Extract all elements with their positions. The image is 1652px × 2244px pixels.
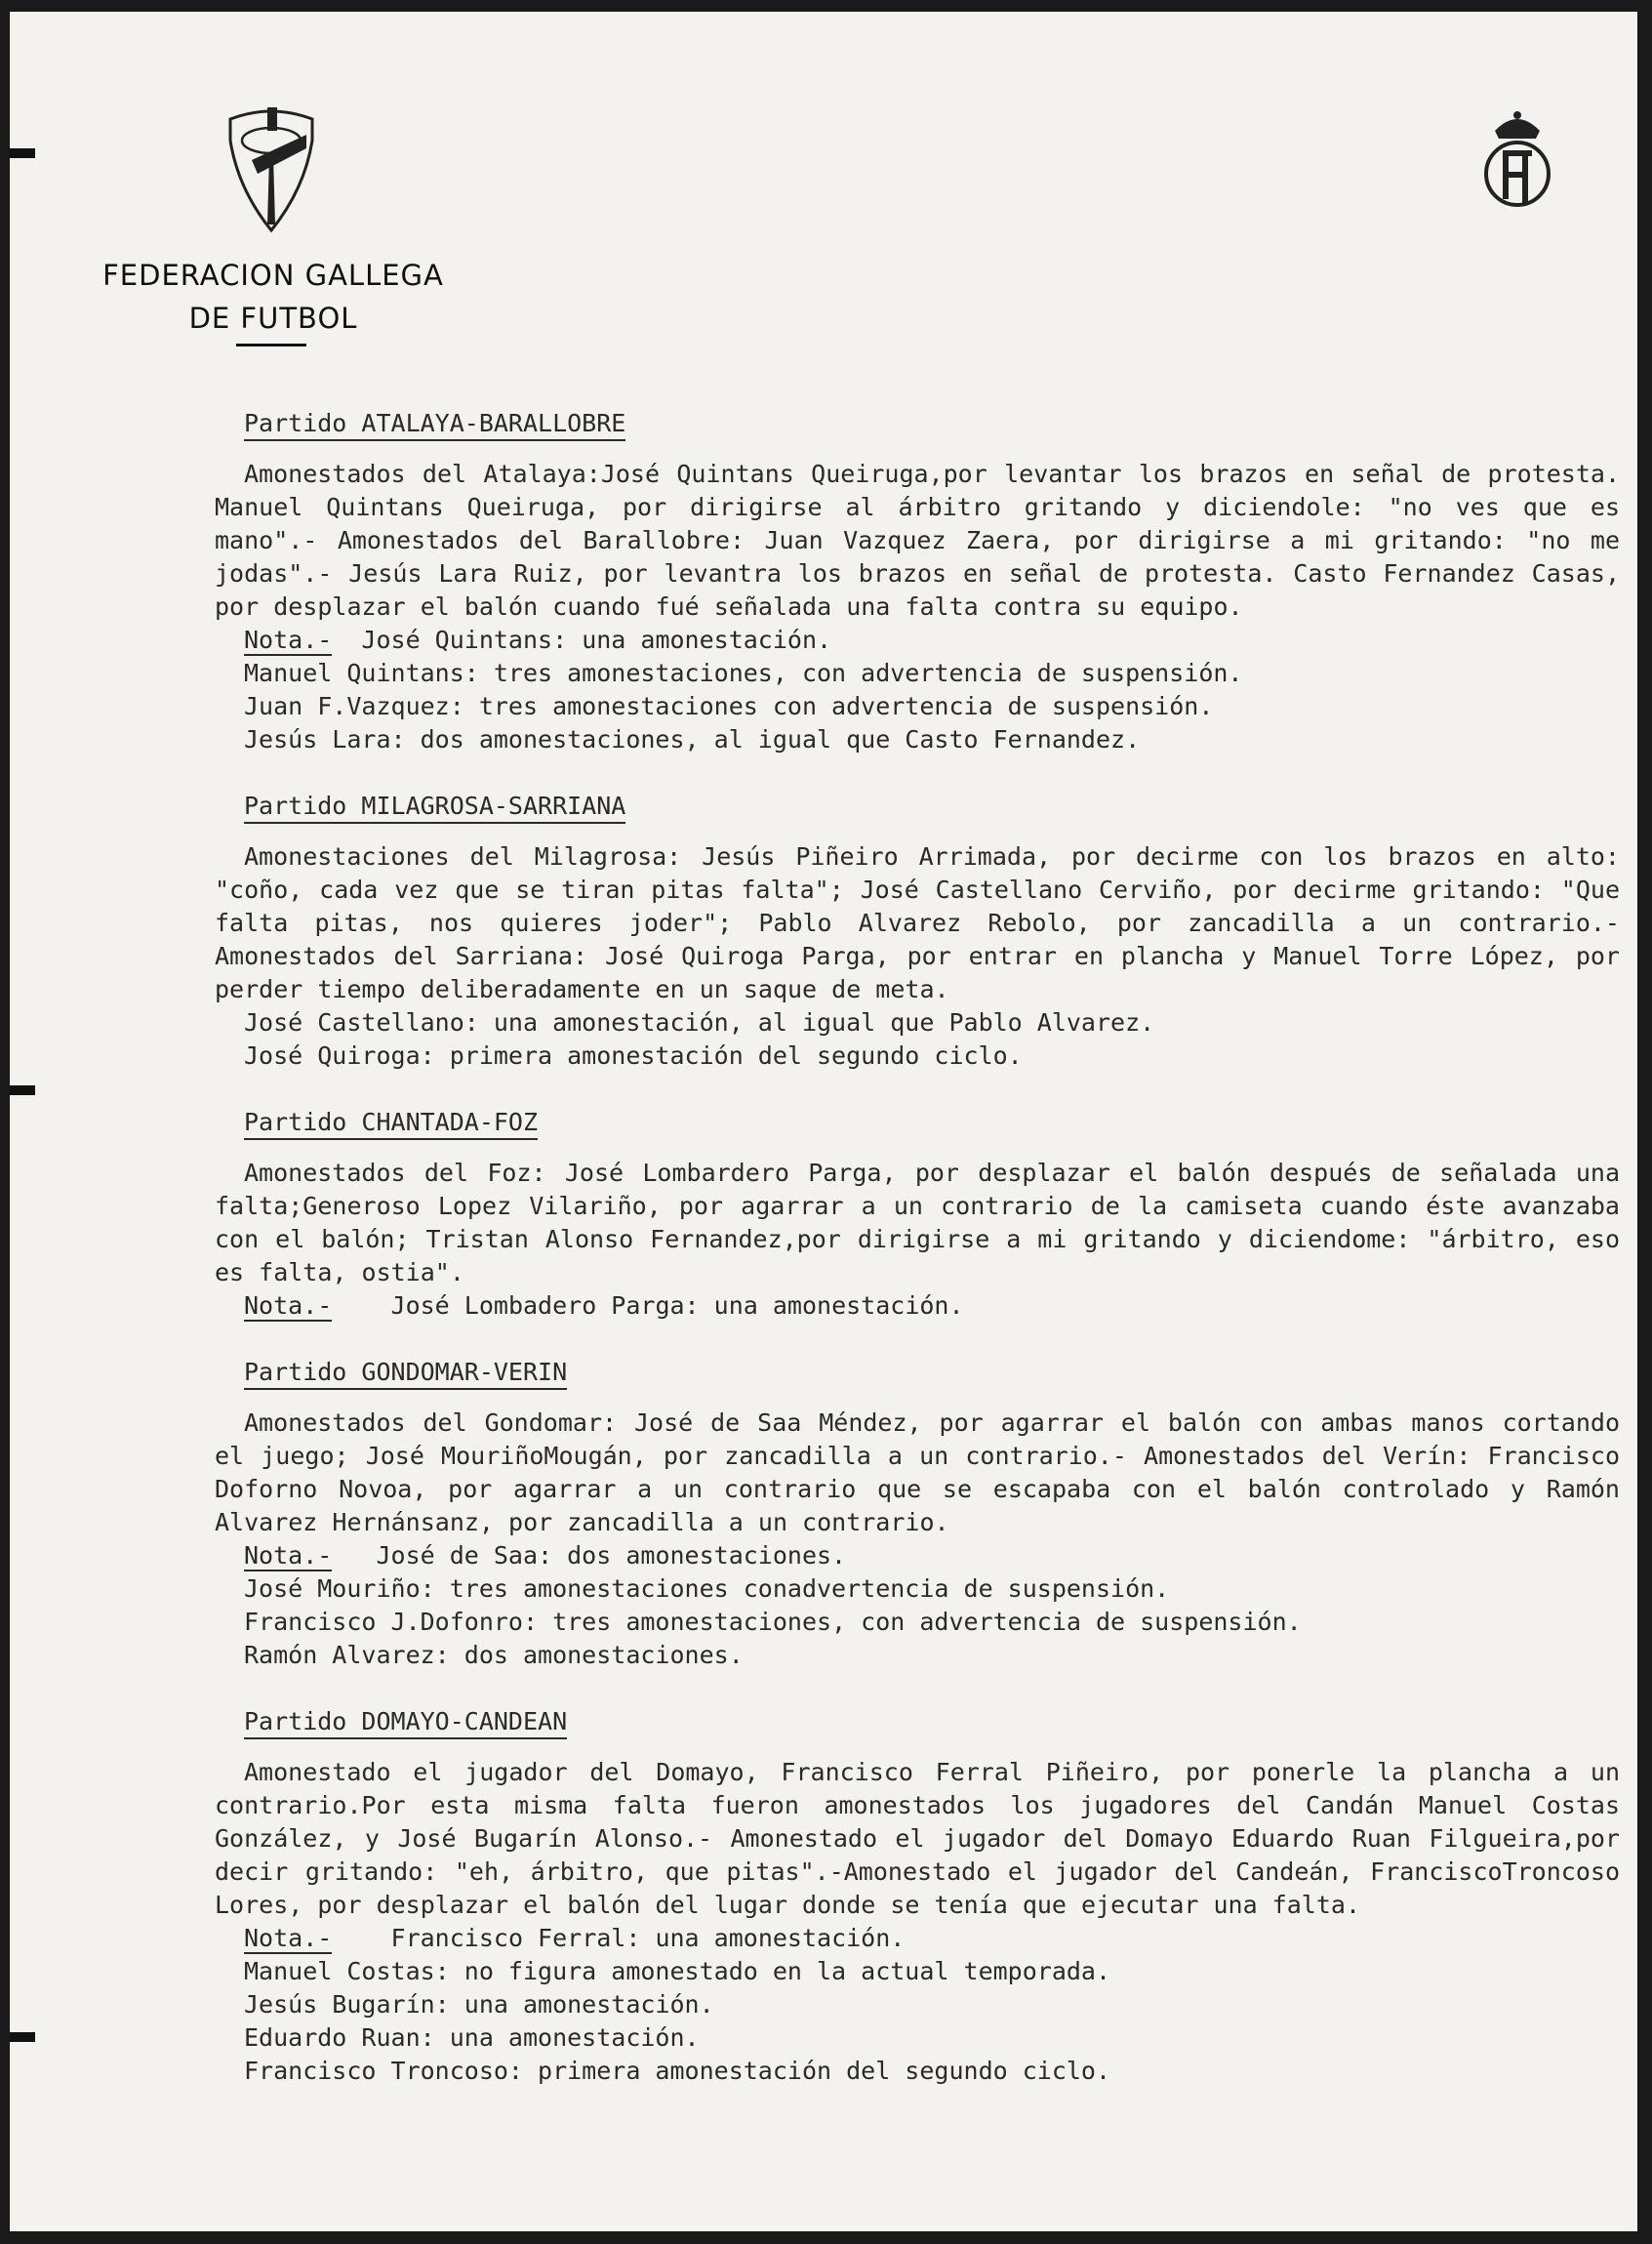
match-title: Partido ATALAYA-BARALLOBRE: [244, 409, 625, 441]
match-paragraph: Amonestados del Foz: José Lombardero Parga, por desplazar el balón después de señalada una falta;Generoso Lopez Vilariño, por agarrar a un contrario de la camiseta cuando éste avanzaba con el balón; Tristan Alonso Fernandez,por dirigirse a mi gritando y diciendome: "árbitro, eso es falta, ostia".: [215, 1159, 1620, 1286]
note-row: Manuel Costas: no figura amonestado en la actual temporada.: [244, 1957, 1111, 1985]
match-title: Partido MILAGROSA-SARRIANA: [244, 792, 625, 824]
match-section: [215, 1356, 1620, 1672]
note-label: Nota.-: [244, 1924, 333, 1952]
match-title: Partido GONDOMAR-VERIN: [244, 1358, 567, 1390]
federation-name: [78, 254, 468, 340]
note-label: Nota.-: [244, 1291, 333, 1320]
note-row: Jesús Bugarín: una amonestación.: [244, 1990, 714, 2019]
note-row: José Mouriño: tres amonestaciones conadvertencia de suspensión.: [244, 1574, 1170, 1603]
match-section: [215, 1106, 1620, 1323]
note-row: Francisco Troncoso: primera amonestación del segundo ciclo.: [244, 2057, 1111, 2085]
match-title: Partido CHANTADA-FOZ: [244, 1108, 538, 1140]
federation-shield-logo: [222, 102, 320, 238]
match-section: [215, 1705, 1620, 2088]
match-title: Partido DOMAYO-CANDEAN: [244, 1707, 567, 1739]
note-row: José Quiroga: primera amonestación del segundo ciclo.: [244, 1041, 1023, 1070]
note-row: Francisco J.Dofonro: tres amonestaciones, con advertencia de suspensión.: [244, 1608, 1302, 1636]
match-section: [215, 407, 1620, 756]
note-row: Eduardo Ruan: una amonestación.: [244, 2023, 700, 2052]
match-paragraph: Amonestado el jugador del Domayo, Francisco Ferral Piñeiro, por ponerle la plancha a un contrario.Por esta misma falta fueron amonestados los jugadores del Candán Manuel Costas González, y José Bugarín Alonso.- Amonestado el jugador del Domayo Eduardo Ruan Filgueira,por decir gritando: "eh, árbitro, que pitas".-Amonestado el jugador del Candeán, FranciscoTroncoso Lores, por desplazar el balón del lugar donde se tenía que ejecutar una falta.: [215, 1758, 1620, 1919]
note-row: Francisco Ferral: una amonestación.: [390, 1924, 906, 1952]
note-row: José Castellano: una amonestación, al igual que Pablo Alvarez.: [244, 1008, 1155, 1037]
note-row: José de Saa: dos amonestaciones.: [376, 1541, 847, 1570]
match-paragraph: Amonestaciones del Milagrosa: Jesús Piñeiro Arrimada, por decirme con los brazos en alto: "coño, cada vez que se tiran pitas falta"; José Castellano Cerviño, por decirme gritando: "Que falta pitas, nos quieres joder"; Pablo Alvarez Rebolo, por zancadilla a un contrario.- Amonestados del Sarriana: José Quiroga Parga, por entrar en plancha y Manuel Torre López, por perder tiempo deliberadamente en un saque de meta.: [215, 842, 1620, 1003]
report-body: [215, 407, 1620, 2121]
binder-mark: [10, 1085, 35, 1095]
note-row: Ramón Alvarez: dos amonestaciones.: [244, 1641, 744, 1669]
note-label: Nota.-: [244, 626, 333, 654]
crowned-crest-logo: [1473, 102, 1561, 219]
federation-line-1: FEDERACION GALLEGA: [102, 259, 444, 292]
binder-mark: [10, 148, 35, 158]
note-row: Manuel Quintans: tres amonestaciones, con advertencia de suspensión.: [244, 659, 1243, 687]
note-row: José Lombadero Parga: una amonestación.: [390, 1291, 964, 1320]
note-row: Juan F.Vazquez: tres amonestaciones con advertencia de suspensión.: [244, 692, 1214, 720]
binder-mark: [10, 2032, 35, 2042]
note-label: Nota.-: [244, 1541, 333, 1570]
match-section: [215, 790, 1620, 1073]
document-page: [10, 12, 1637, 2231]
note-row: Jesús Lara: dos amonestaciones, al igual que Casto Fernandez.: [244, 725, 1141, 754]
header-rule: [236, 344, 306, 347]
match-paragraph: Amonestados del Atalaya:José Quintans Queiruga,por levantar los brazos en señal de protesta. Manuel Quintans Queiruga, por dirigirse al árbitro gritando y diciendole: "no ves que es mano".- Amonestados del Barallobre: Juan Vazquez Zaera, por dirigirse a mi gritando: "no me jodas".- Jesús Lara Ruiz, por levantra los brazos en señal de protesta. Casto Fernandez Casas, por desplazar el balón cuando fué señalada una falta contra su equipo.: [215, 460, 1620, 621]
federation-line-2: DE FUTBOL: [188, 302, 358, 335]
match-paragraph: Amonestados del Gondomar: José de Saa Méndez, por agarrar el balón con ambas manos cortando el juego; José MouriñoMougán, por zancadilla a un contrario.- Amonestados del Verín: Francisco Doforno Novoa, por agarrar a un contrario que se escapaba con el balón controlado y Ramón Alvarez Hernánsanz, por zancadilla a un contrario.: [215, 1408, 1620, 1536]
note-row: José Quintans: una amonestación.: [361, 626, 832, 654]
